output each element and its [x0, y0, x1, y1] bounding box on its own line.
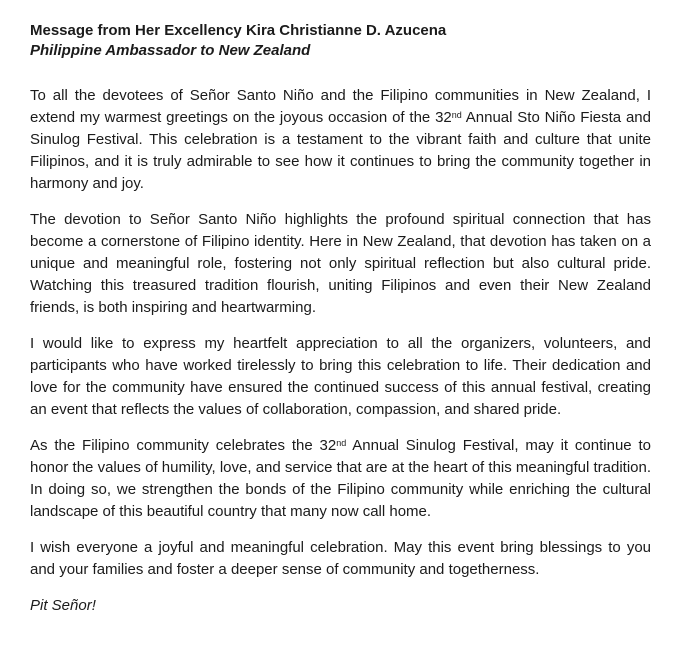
message-body — [30, 85, 651, 617]
paragraph-4-text-before-ordinal: As the Filipino community celebrates the 32 — [30, 437, 337, 454]
message-title: Message from Her Excellency Kira Christianne D. Azucena — [30, 22, 447, 39]
paragraph-4 — [30, 435, 651, 523]
message-subtitle: Philippine Ambassador to New Zealand — [30, 42, 311, 59]
paragraph-2: The devotion to Señor Santo Niño highlights the profound spiritual connection that has become a cornerstone of Filipino identity. Here in New Zealand, that devotion has taken on a unique and meaningful role, fostering not only spiritual reflection but also cultural pride. Watching this treasured tradition flourish, uniting Filipinos and even their New Zealand friends, is both inspiring and heartwarming. — [30, 211, 651, 316]
paragraph-3: I would like to express my heartfelt appreciation to all the organizers, volunteers, and participants who have worked tirelessly to bring this celebration to life. Their dedication and love for the community have ensured the continued success of this annual festival, creating an event that reflects the values of collaboration, compassion, and shared pride. — [30, 335, 651, 418]
closing-line: Pit Señor! — [30, 597, 96, 614]
paragraph-5: I wish everyone a joyful and meaningful celebration. May this event bring blessings to you and your families and foster a deeper sense of community and togetherness. — [30, 539, 651, 578]
ordinal-suffix: nd — [451, 109, 462, 120]
paragraph-1-text-after-ordinal: Annual Sto Niño Fiesta and Sinulog Festival. This celebration is a testament to the vibrant faith and culture that unite Filipinos, and it is truly admirable to see how it continues to bring the community together in harmony and joy. — [30, 109, 651, 192]
paragraph-4-text-after-ordinal: Annual Sinulog Festival, may it continue to honor the values of humility, love, and service that are at the heart of this meaningful tradition. In doing so, we strengthen the bonds of the Filipino community while enriching the cultural landscape of this beautiful country that many now call home. — [30, 437, 651, 520]
ordinal-suffix: nd — [336, 437, 347, 448]
paragraph-1-text-before-ordinal: To all the devotees of Señor Santo Niño and the Filipino communities in New Zealand, I extend my warmest greetings on the joyous occasion of the 32 — [30, 87, 651, 126]
paragraph-1 — [30, 85, 651, 195]
